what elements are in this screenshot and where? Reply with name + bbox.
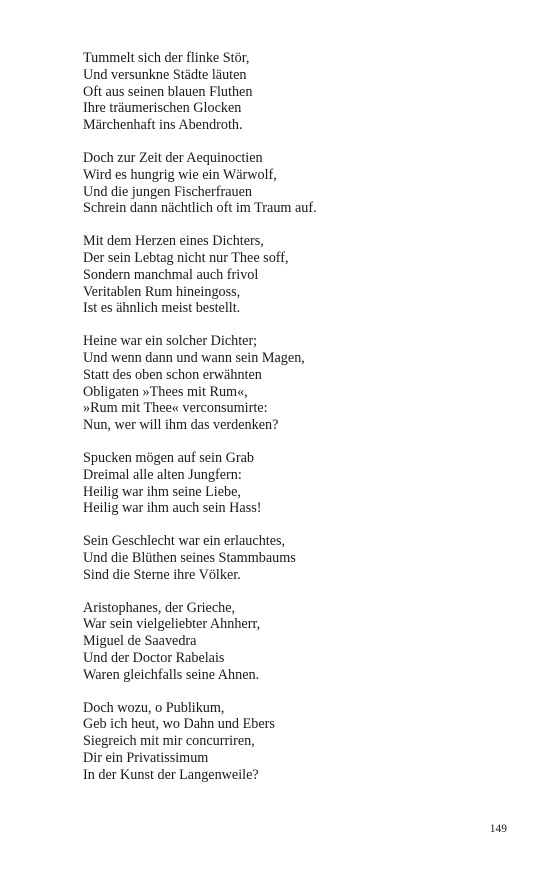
poem-line: Waren gleichfalls seine Ahnen. [83,666,260,683]
stanza [83,533,503,583]
poem-line: Tummelt sich der flinke Stör, [83,50,250,66]
poem-line: Ihre träumerischen Glocken [83,100,242,117]
poem-line: Wird es hungrig wie ein Wärwolf, [83,166,277,183]
poem-line: In der Kunst der Langenweile? [83,766,259,783]
poem-line: Spucken mögen auf sein Grab [83,449,254,466]
stanza [83,50,503,134]
stanza [83,700,503,784]
poem-line: Nun, wer will ihm das verdenken? [83,417,279,434]
poem-line: Miguel de Saavedra [83,633,197,650]
poem-line: »Rum mit Thee« verconsumirte: [83,400,268,417]
stanza [83,333,503,434]
poem-line: Siegreich mit mir concurriren, [83,733,255,750]
poem-line: Geb ich heut, wo Dahn und Ebers [83,716,275,733]
poem-line: Und die jungen Fischerfrauen [83,183,253,200]
poem-line: Heilig war ihm auch sein Hass! [83,500,262,517]
poem-line: Heilig war ihm seine Liebe, [83,483,241,500]
poem-line: Ist es ähnlich meist bestellt. [83,300,241,317]
poem-line: Dir ein Privatissimum [83,749,209,766]
poem-line: Schrein dann nächtlich oft im Traum auf. [83,200,317,217]
poem-line: Und wenn dann und wann sein Magen, [83,349,305,366]
page-number: 149 [489,823,507,835]
stanza [83,600,503,684]
poem-line: Sondern manchmal auch frivol [83,266,259,283]
stanza [83,233,503,317]
poem-line: Heine war ein solcher Dichter; [83,333,258,350]
stanza [83,450,503,517]
poem-line: Mit dem Herzen eines Dichters, [83,233,264,250]
poem-line: Märchenhaft ins Abendroth. [83,117,243,134]
poem-line: Und versunkne Städte läuten [83,66,247,83]
poem-line: Sein Geschlecht war ein erlauchtes, [83,533,286,550]
poem-line: Veritablen Rum hineingoss, [83,283,241,300]
poem-line: Aristophanes, der Grieche, [83,599,236,616]
poem-line: Dreimal alle alten Jungfern: [83,466,242,483]
stanza [83,150,503,217]
poem-line: Sind die Sterne ihre Völker. [83,566,241,583]
poem-line: Statt des oben schon erwähnten [83,366,262,383]
poem-body [83,50,503,799]
poem-line: Obligaten »Thees mit Rum«, [83,383,248,400]
poem-line: Der sein Lebtag nicht nur Thee soff, [83,249,289,266]
poem-line: War sein vielgeliebter Ahnherr, [83,616,261,633]
poem-line: Und die Blüthen seines Stammbaums [83,549,296,566]
poem-line: Und der Doctor Rabelais [83,649,225,666]
poem-line: Oft aus seinen blauen Fluthen [83,83,253,100]
poem-line: Doch wozu, o Publikum, [83,699,225,716]
poem-line: Doch zur Zeit der Aequinoctien [83,149,263,166]
